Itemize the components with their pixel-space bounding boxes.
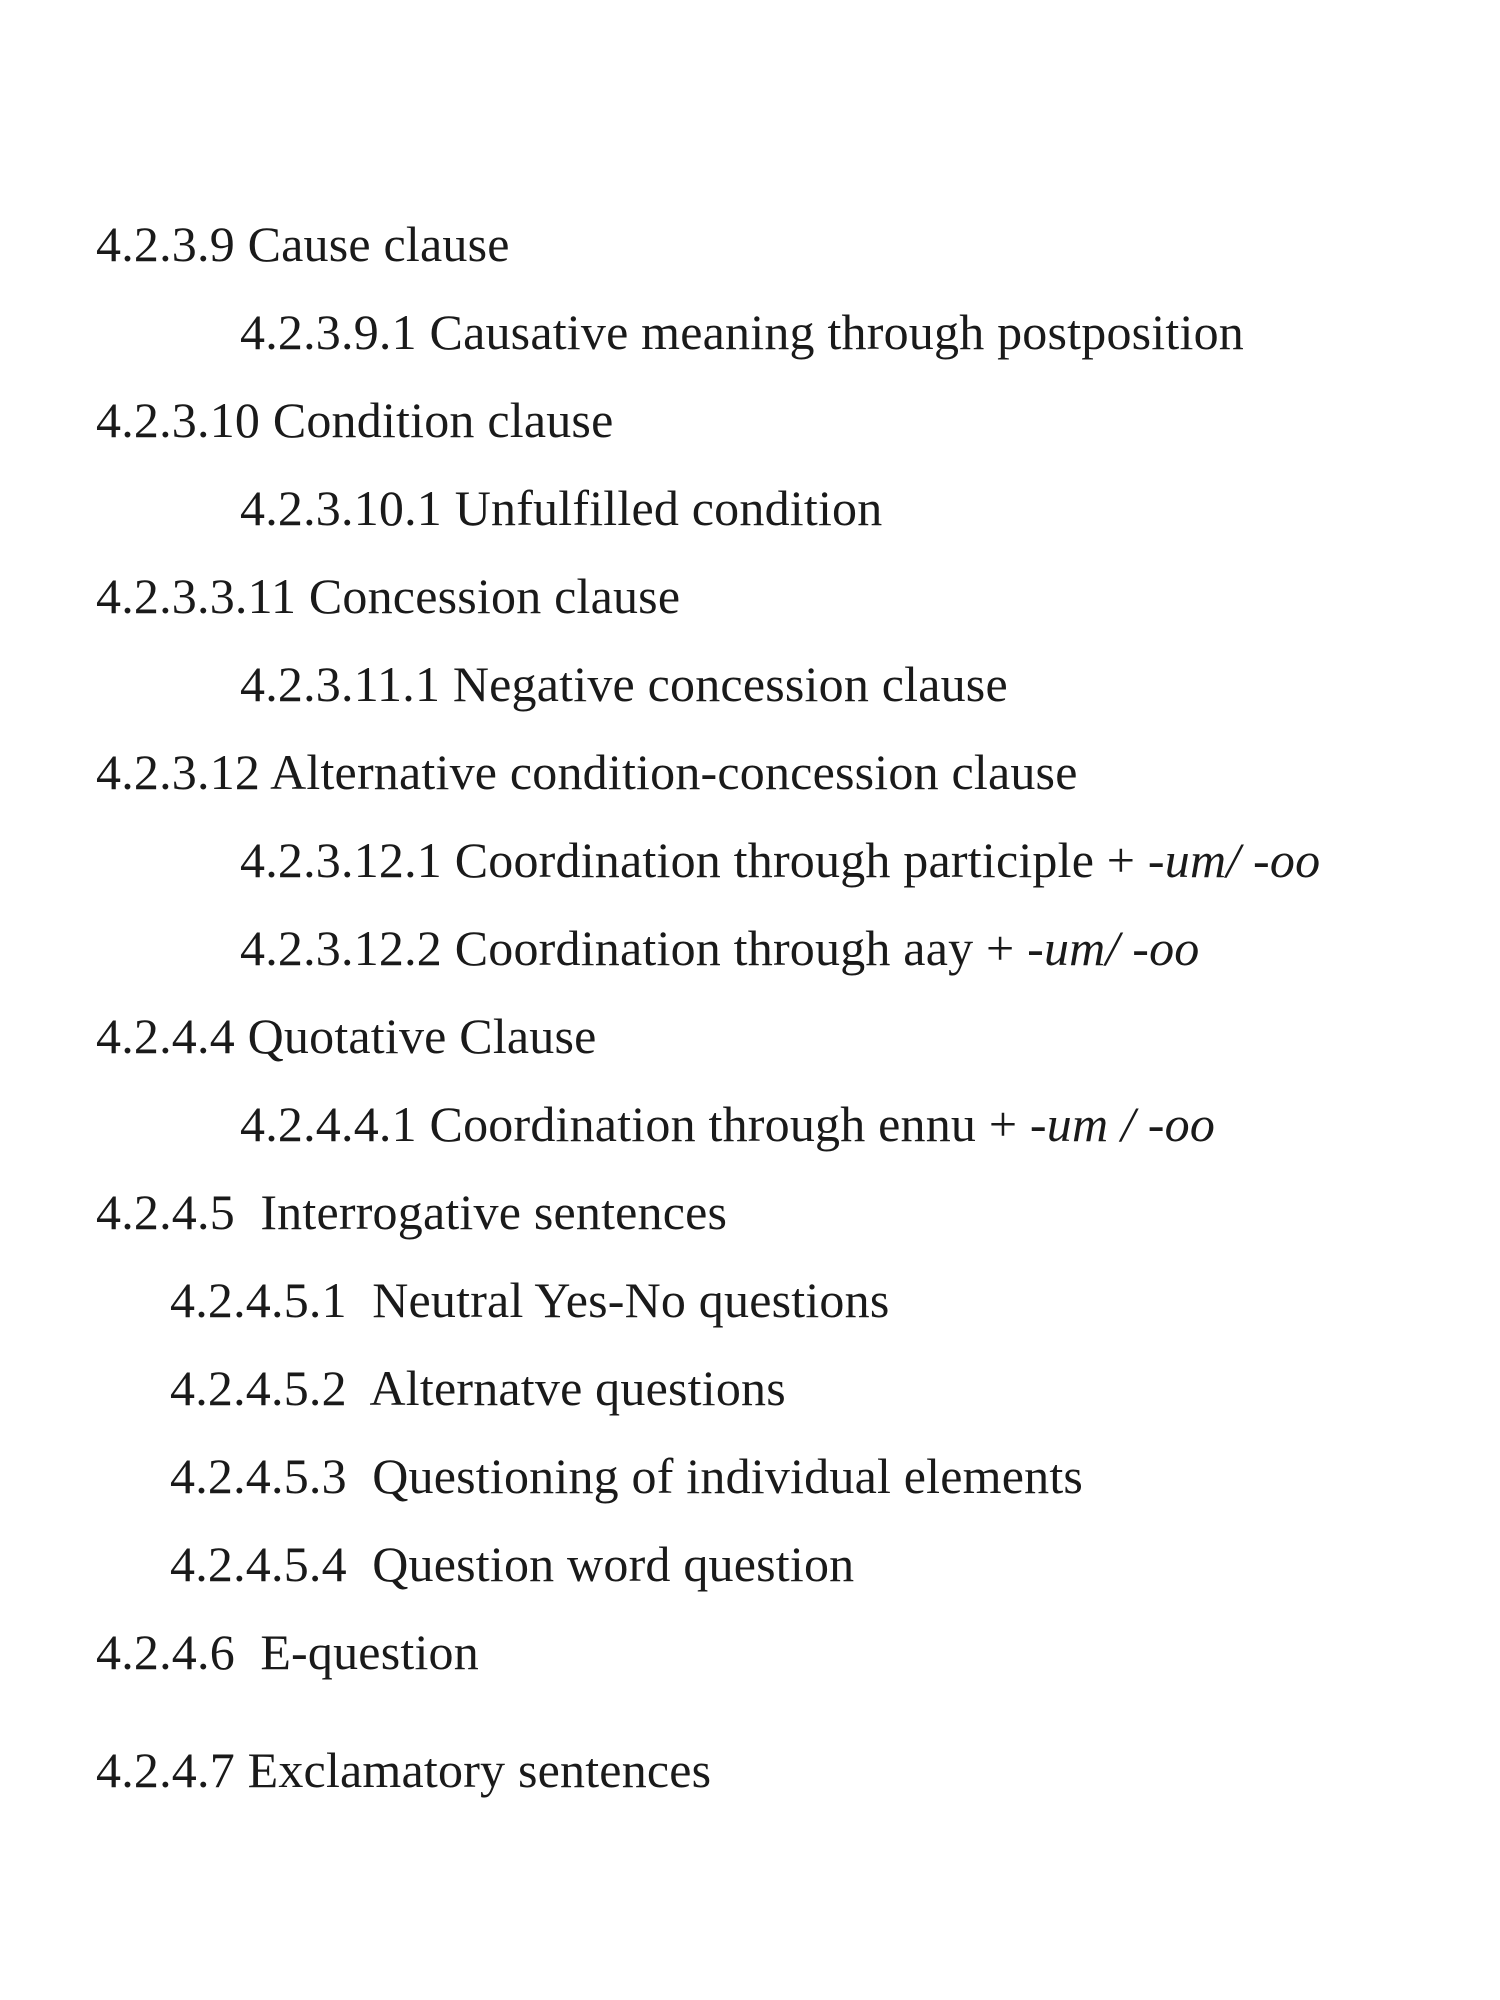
section-number: 4.2.4.5 [96,1184,235,1240]
section-number: 4.2.3.12.1 [240,832,442,888]
section-number: 4.2.3.9.1 [240,304,417,360]
section-number: 4.2.3.3.11 [96,568,297,624]
section-title: E-question [260,1624,479,1680]
toc-entry [96,742,1078,802]
section-title: Neutral Yes-No questions [372,1272,890,1328]
toc-entry [96,1006,597,1066]
section-title: Exclamatory sentences [247,1742,712,1798]
section-title: Coordination through aay + [454,920,1028,976]
section-title: Cause clause [247,216,510,272]
section-title: Unfulfilled condition [454,480,883,536]
section-title: Quotative Clause [247,1008,597,1064]
section-number: 4.2.3.10.1 [240,480,442,536]
section-title: Alternatve questions [369,1360,786,1416]
section-number: 4.2.4.4 [96,1008,235,1064]
toc-entry [240,918,1200,978]
suffix: -um/ -oo [1027,920,1200,976]
section-number: 4.2.3.10 [96,392,261,448]
section-number: 4.2.4.7 [96,1742,235,1798]
section-number: 4.2.4.6 [96,1624,235,1680]
suffix: -um/ -oo [1147,832,1321,888]
section-number: 4.2.4.5.4 [170,1536,347,1592]
toc-entry [240,654,1008,714]
toc-entry [96,214,510,274]
toc-entry [170,1534,854,1594]
toc-entry [96,1622,479,1682]
section-number: 4.2.4.4.1 [240,1096,417,1152]
section-title: Questioning of individual elements [372,1448,1084,1504]
toc-entry [96,1182,727,1242]
toc-entry [96,1740,711,1800]
section-title: Negative concession clause [452,656,1008,712]
section-number: 4.2.3.12 [96,744,261,800]
toc-entry [170,1358,786,1418]
toc-entry [96,566,680,626]
section-number: 4.2.3.9 [96,216,235,272]
section-title: Coordination through participle + [454,832,1148,888]
toc-entry [96,390,613,450]
section-title: Concession clause [308,568,681,624]
toc-entry [240,478,882,538]
toc-entry [170,1270,890,1330]
suffix: -um / -oo [1029,1096,1216,1152]
section-title: Coordination through ennu + [429,1096,1030,1152]
section-number: 4.2.3.12.2 [240,920,442,976]
section-number: 4.2.4.5.1 [170,1272,347,1328]
section-number: 4.2.3.11.1 [240,656,441,712]
section-title: Question word question [372,1536,855,1592]
section-title: Causative meaning through postposition [429,304,1244,360]
section-title: Condition clause [272,392,614,448]
section-number: 4.2.4.5.2 [170,1360,347,1416]
section-title: Alternative condition-concession clause [270,744,1078,800]
toc-entry [240,1094,1215,1154]
section-number: 4.2.4.5.3 [170,1448,347,1504]
toc-entry [240,830,1320,890]
toc-entry [170,1446,1083,1506]
toc-entry [240,302,1244,362]
section-title: Interrogative sentences [260,1184,728,1240]
